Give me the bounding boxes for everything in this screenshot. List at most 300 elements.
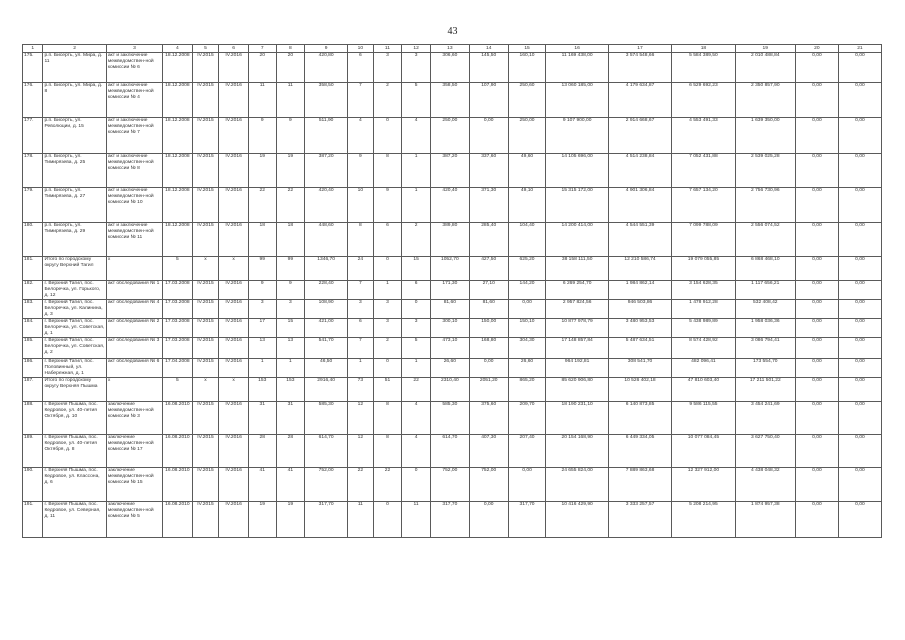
table-cell-col-10: 4 <box>348 118 374 154</box>
table-cell-col-17: 2 914 668,67 <box>608 118 671 154</box>
table-cell-col-2: г. Верхняя Пышма, пос. Кедровое, ул. Северная, д. 11 <box>43 502 106 538</box>
table-cell-col-3: акт и заключение межведомствен-ной комиссии № 8 <box>106 154 162 188</box>
table-cell-col-13: 387,20 <box>430 154 469 188</box>
table-cell-col-16: 38 158 111,50 <box>546 257 608 281</box>
column-number-10: 10 <box>348 45 374 53</box>
table-cell-col-3: акт обследования № 1 <box>106 281 162 300</box>
column-number-15: 15 <box>508 45 546 53</box>
table-cell-col-19: 532 408,42 <box>735 300 795 319</box>
table-cell-col-18: 12 327 912,00 <box>672 468 735 502</box>
table-cell-col-13: 473,10 <box>430 338 469 359</box>
table-cell-col-6: x <box>219 257 249 281</box>
table-cell-col-2: р.п. Бисерть, ул. Революции, д. 15 <box>43 118 106 154</box>
table-row <box>23 118 882 154</box>
table-cell-col-16: 964 192,81 <box>546 359 608 378</box>
table-cell-col-13: 585,30 <box>430 402 469 435</box>
table-cell-col-1: 183. <box>23 300 43 319</box>
table-cell-col-13: 389,80 <box>430 223 469 257</box>
table-cell-col-20: 0,00 <box>795 257 838 281</box>
table-cell-col-14: 168,80 <box>469 338 508 359</box>
table-cell-col-12: 11 <box>402 502 431 538</box>
table-cell-col-8: 9 <box>276 118 305 154</box>
table-cell-col-17: 3 574 548,66 <box>608 53 671 83</box>
table-cell-col-15: 26,60 <box>508 359 546 378</box>
table-cell-col-4: 18.12.2008 <box>163 118 193 154</box>
table-cell-col-9: 228,40 <box>305 281 348 300</box>
table-cell-col-3: акт и заключение межведомствен-ной комиссии № 11 <box>106 223 162 257</box>
table-cell-col-17: 6 449 334,05 <box>608 435 671 468</box>
table-cell-col-15: 160,10 <box>508 53 546 83</box>
table-cell-col-2: р.п. Бисерть, ул. Мира, д. 8 <box>43 83 106 118</box>
table-cell-col-12: 6 <box>402 281 431 300</box>
table-row <box>23 281 882 300</box>
table-cell-col-13: 2310,40 <box>430 378 469 402</box>
table-cell-col-14: 285,40 <box>469 223 508 257</box>
table-cell-col-12: 4 <box>402 435 431 468</box>
table-cell-col-5: x <box>192 257 219 281</box>
table-cell-col-3: x <box>106 257 162 281</box>
table-cell-col-21: 0,00 <box>838 188 881 223</box>
table-cell-col-12: 15 <box>402 257 431 281</box>
table-cell-col-16: 10 877 978,79 <box>546 319 608 338</box>
table-cell-col-20: 0,00 <box>795 435 838 468</box>
table-cell-col-3: заключение межведомствен-ной комиссии № 5 <box>106 502 162 538</box>
table-cell-col-1: 180. <box>23 223 43 257</box>
table-cell-col-14: 337,60 <box>469 154 508 188</box>
table-cell-col-20: 0,00 <box>795 188 838 223</box>
table-cell-col-19: 3 454 241,69 <box>735 402 795 435</box>
table-cell-col-6: IV.2016 <box>219 83 249 118</box>
table-cell-col-5: IV.2015 <box>192 83 219 118</box>
table-cell-col-13: 614,70 <box>430 435 469 468</box>
table-row <box>23 188 882 223</box>
table-cell-col-19: 3 627 750,40 <box>735 435 795 468</box>
table-cell-col-20: 0,00 <box>795 281 838 300</box>
table-row <box>23 502 882 538</box>
table-cell-col-11: 51 <box>373 378 402 402</box>
table-cell-col-8: 13 <box>276 338 305 359</box>
table-cell-col-20: 0,00 <box>795 118 838 154</box>
table-cell-col-10: 6 <box>348 53 374 83</box>
column-number-12: 12 <box>402 45 431 53</box>
table-cell-col-10: 12 <box>348 402 374 435</box>
table-cell-col-6: IV.2016 <box>219 281 249 300</box>
table-cell-col-2: Итого по городскому округу Верхний Тагил <box>43 257 106 281</box>
table-cell-col-7: 20 <box>248 53 276 83</box>
table-cell-col-20: 0,00 <box>795 468 838 502</box>
column-number-13: 13 <box>430 45 469 53</box>
table-cell-col-1: 186. <box>23 359 43 378</box>
table-cell-col-4: 17.03.2008 <box>163 281 193 300</box>
table-cell-col-21: 0,00 <box>838 83 881 118</box>
table-cell-col-9: 1346,70 <box>305 257 348 281</box>
table-cell-col-5: IV.2015 <box>192 502 219 538</box>
table-cell-col-17: 946 503,86 <box>608 300 671 319</box>
table-cell-col-21: 0,00 <box>838 435 881 468</box>
table-cell-col-18: 8 574 428,92 <box>672 338 735 359</box>
table-cell-col-5: IV.2015 <box>192 359 219 378</box>
table-cell-col-18: 1 478 912,28 <box>672 300 735 319</box>
table-cell-col-6: IV.2016 <box>219 188 249 223</box>
table-cell-col-14: 145,50 <box>469 53 508 83</box>
table-cell-col-18: 7 657 134,20 <box>672 188 735 223</box>
table-cell-col-7: 22 <box>248 188 276 223</box>
table-cell-col-15: 0,00 <box>508 300 546 319</box>
table-cell-col-18: 9 586 115,55 <box>672 402 735 435</box>
table-cell-col-14: 427,50 <box>469 257 508 281</box>
table-cell-col-1: 175. <box>23 53 43 83</box>
table-cell-col-6: IV.2016 <box>219 402 249 435</box>
table-cell-col-5: IV.2015 <box>192 281 219 300</box>
table-cell-col-20: 0,00 <box>795 338 838 359</box>
table-cell-col-1: 190. <box>23 468 43 502</box>
table-cell-col-1: 191. <box>23 502 43 538</box>
table-cell-col-20: 0,00 <box>795 83 838 118</box>
table-cell-col-15: 104,40 <box>508 223 546 257</box>
table-cell-col-7: 99 <box>248 257 276 281</box>
table-cell-col-18: 7 099 788,09 <box>672 223 735 257</box>
table-cell-col-16: 10 416 429,90 <box>546 502 608 538</box>
table-cell-col-15: 250,60 <box>508 83 546 118</box>
table-cell-col-16: 11 169 438,00 <box>546 53 608 83</box>
table-cell-col-17: 308 541,70 <box>608 359 671 378</box>
table-cell-col-9: 317,70 <box>305 502 348 538</box>
table-cell-col-18: 7 052 431,88 <box>672 154 735 188</box>
column-number-5: 5 <box>192 45 219 53</box>
table-cell-col-10: 11 <box>348 502 374 538</box>
table-cell-col-8: 20 <box>276 53 305 83</box>
table-cell-col-9: 46,50 <box>305 359 348 378</box>
table-cell-col-5: x <box>192 378 219 402</box>
table-cell-col-4: 17.03.2008 <box>163 338 193 359</box>
table-cell-col-1: 182. <box>23 281 43 300</box>
column-number-2: 2 <box>43 45 106 53</box>
table-cell-col-18: 10 077 084,45 <box>672 435 735 468</box>
table-cell-col-13: 26,60 <box>430 359 469 378</box>
table-cell-col-5: IV.2015 <box>192 402 219 435</box>
table-cell-col-11: 2 <box>373 338 402 359</box>
table-cell-col-13: 358,50 <box>430 83 469 118</box>
table-row <box>23 83 882 118</box>
table-cell-col-17: 4 514 238,84 <box>608 154 671 188</box>
table-cell-col-3: заключение межведомствен-ной комиссии № 3 <box>106 402 162 435</box>
table-cell-col-21: 0,00 <box>838 53 881 83</box>
table-cell-col-16: 2 957 824,56 <box>546 300 608 319</box>
table-cell-col-19: 2 350 857,90 <box>735 83 795 118</box>
table-cell-col-6: IV.2016 <box>219 118 249 154</box>
table-cell-col-4: 16.08.2010 <box>163 468 193 502</box>
table-cell-col-14: 107,90 <box>469 83 508 118</box>
table-cell-col-9: 420,40 <box>305 188 348 223</box>
table-cell-col-7: 9 <box>248 281 276 300</box>
table-cell-col-13: 306,60 <box>430 53 469 83</box>
table-row <box>23 402 882 435</box>
column-number-row <box>23 45 882 53</box>
table-cell-col-2: г. Верхний Тагил, пос. Белоречка, ул. Калинина, д. 3 <box>43 300 106 319</box>
table-cell-col-1: 177. <box>23 118 43 154</box>
table-cell-col-19: 173 554,70 <box>735 359 795 378</box>
table-cell-col-13: 250,00 <box>430 118 469 154</box>
table-cell-col-17: 12 210 586,74 <box>608 257 671 281</box>
table-cell-col-17: 4 901 306,84 <box>608 188 671 223</box>
table-cell-col-4: 17.03.2008 <box>163 300 193 319</box>
table-cell-col-6: x <box>219 378 249 402</box>
column-number-8: 8 <box>276 45 305 53</box>
table-cell-col-1: 189. <box>23 435 43 468</box>
table-cell-col-12: 1 <box>402 154 431 188</box>
table-cell-col-6: IV.2016 <box>219 154 249 188</box>
table-row <box>23 435 882 468</box>
table-cell-col-1: 181. <box>23 257 43 281</box>
table-cell-col-8: 18 <box>276 223 305 257</box>
table-cell-col-15: 250,00 <box>508 118 546 154</box>
table-cell-col-2: р.п. Бисерть, ул. Тимирязева, д. 27 <box>43 188 106 223</box>
table-cell-col-5: IV.2015 <box>192 223 219 257</box>
table-cell-col-11: 0 <box>373 359 402 378</box>
table-cell-col-5: IV.2015 <box>192 53 219 83</box>
table-cell-col-9: 585,30 <box>305 402 348 435</box>
table-cell-col-21: 0,00 <box>838 118 881 154</box>
table-cell-col-19: 1 639 350,00 <box>735 118 795 154</box>
table-cell-col-18: 5 584 389,50 <box>672 53 735 83</box>
table-cell-col-15: 317,70 <box>508 502 546 538</box>
column-number-18: 18 <box>672 45 735 53</box>
table-cell-col-8: 41 <box>276 468 305 502</box>
table-cell-col-20: 0,00 <box>795 319 838 338</box>
table-cell-col-19: 2 756 730,96 <box>735 188 795 223</box>
table-cell-col-8: 22 <box>276 188 305 223</box>
table-cell-col-19: 2 539 025,28 <box>735 154 795 188</box>
table-cell-col-20: 0,00 <box>795 300 838 319</box>
table-cell-col-1: 188. <box>23 402 43 435</box>
table-cell-col-17: 3 333 257,57 <box>608 502 671 538</box>
table-cell-col-4: 5 <box>163 257 193 281</box>
table-cell-col-16: 24 655 824,00 <box>546 468 608 502</box>
table-cell-col-18: 482 096,41 <box>672 359 735 378</box>
column-number-1: 1 <box>23 45 43 53</box>
table-cell-col-5: IV.2015 <box>192 338 219 359</box>
table-cell-col-21: 0,00 <box>838 359 881 378</box>
table-cell-col-4: 18.12.2008 <box>163 223 193 257</box>
table-cell-col-11: 2 <box>373 83 402 118</box>
table-cell-col-13: 317,70 <box>430 502 469 538</box>
table-cell-col-14: 81,60 <box>469 300 508 319</box>
table-cell-col-12: 3 <box>402 319 431 338</box>
column-number-17: 17 <box>608 45 671 53</box>
table-cell-col-17: 6 140 873,85 <box>608 402 671 435</box>
table-cell-col-7: 31 <box>248 402 276 435</box>
table-cell-col-11: 8 <box>373 402 402 435</box>
table-cell-col-19: 1 117 656,21 <box>735 281 795 300</box>
column-number-19: 19 <box>735 45 795 53</box>
table-cell-col-11: 3 <box>373 300 402 319</box>
table-cell-col-21: 0,00 <box>838 502 881 538</box>
table-row <box>23 154 882 188</box>
table-cell-col-8: 9 <box>276 281 305 300</box>
table-cell-col-21: 0,00 <box>838 338 881 359</box>
table-cell-col-7: 41 <box>248 468 276 502</box>
table-row <box>23 223 882 257</box>
column-number-21: 21 <box>838 45 881 53</box>
table-cell-col-14: 407,30 <box>469 435 508 468</box>
table-cell-col-1: 187. <box>23 378 43 402</box>
table-cell-col-15: 150,10 <box>508 319 546 338</box>
table-cell-col-15: 207,40 <box>508 435 546 468</box>
table-cell-col-10: 24 <box>348 257 374 281</box>
table-cell-col-1: 178. <box>23 154 43 188</box>
table-cell-col-19: 1 874 957,38 <box>735 502 795 538</box>
table-cell-col-9: 358,50 <box>305 83 348 118</box>
table-cell-col-4: 18.12.2008 <box>163 154 193 188</box>
table-cell-col-11: 8 <box>373 154 402 188</box>
table-cell-col-21: 0,00 <box>838 319 881 338</box>
table-cell-col-7: 19 <box>248 154 276 188</box>
table-cell-col-13: 752,00 <box>430 468 469 502</box>
table-cell-col-11: 0 <box>373 502 402 538</box>
table-cell-col-14: 0,00 <box>469 502 508 538</box>
table-cell-col-7: 3 <box>248 300 276 319</box>
table-cell-col-17: 5 487 634,51 <box>608 338 671 359</box>
table-cell-col-10: 12 <box>348 435 374 468</box>
table-cell-col-10: 6 <box>348 319 374 338</box>
table-cell-col-17: 3 480 953,53 <box>608 319 671 338</box>
table-cell-col-7: 28 <box>248 435 276 468</box>
table-cell-col-16: 6 269 254,70 <box>546 281 608 300</box>
table-cell-col-21: 0,00 <box>838 378 881 402</box>
table-cell-col-2: р.п. Бисерть, ул. Тимирязева, д. 29 <box>43 223 106 257</box>
table-cell-col-7: 18 <box>248 223 276 257</box>
table-cell-col-4: 18.12.2008 <box>163 188 193 223</box>
table-cell-col-12: 5 <box>402 83 431 118</box>
table-cell-col-6: IV.2016 <box>219 319 249 338</box>
table-cell-col-17: 4 179 634,87 <box>608 83 671 118</box>
table-cell-col-3: акт и заключение межведомствен-ной комиссии № 6 <box>106 53 162 83</box>
table-cell-col-3: акт обследования № 4 <box>106 300 162 319</box>
table-cell-col-8: 153 <box>276 378 305 402</box>
table-cell-col-12: 1 <box>402 359 431 378</box>
table-row <box>23 468 882 502</box>
column-number-7: 7 <box>248 45 276 53</box>
table-cell-col-16: 85 620 906,80 <box>546 378 608 402</box>
table-cell-col-18: 6 529 692,23 <box>672 83 735 118</box>
table-cell-col-11: 0 <box>373 118 402 154</box>
table-cell-col-13: 1052,70 <box>430 257 469 281</box>
table-cell-col-12: 1 <box>402 188 431 223</box>
table-cell-col-6: IV.2016 <box>219 502 249 538</box>
table-cell-col-8: 28 <box>276 435 305 468</box>
table-cell-col-2: Итого по городскому округу Верхняя Пышма <box>43 378 106 402</box>
table-cell-col-10: 7 <box>348 281 374 300</box>
table-cell-col-15: 209,70 <box>508 402 546 435</box>
table-cell-col-21: 0,00 <box>838 281 881 300</box>
table-cell-col-18: 5 438 989,89 <box>672 319 735 338</box>
table-cell-col-7: 19 <box>248 502 276 538</box>
table-cell-col-1: 184. <box>23 319 43 338</box>
table-cell-col-3: акт и заключение межведомствен-ной комиссии № 10 <box>106 188 162 223</box>
table-cell-col-21: 0,00 <box>838 223 881 257</box>
table-cell-col-4: 18.12.2008 <box>163 83 193 118</box>
table-cell-col-6: IV.2016 <box>219 468 249 502</box>
table-cell-col-5: IV.2015 <box>192 300 219 319</box>
table-cell-col-16: 14 200 414,00 <box>546 223 608 257</box>
table-cell-col-12: 0 <box>402 300 431 319</box>
column-number-16: 16 <box>546 45 608 53</box>
table-cell-col-2: г. Верхний Тагил, пос. Половинный, ул. Набережная, д. 1 <box>43 359 106 378</box>
table-cell-col-11: 3 <box>373 53 402 83</box>
table-cell-col-16: 15 315 172,00 <box>546 188 608 223</box>
table-cell-col-2: г. Верхняя Пышма, пос. Кедровое, ул. 40-летия Октября, д. 8 <box>43 435 106 468</box>
table-cell-col-10: 1 <box>348 359 374 378</box>
table-cell-col-17: 7 889 863,68 <box>608 468 671 502</box>
table-cell-col-11: 6 <box>373 223 402 257</box>
table-cell-col-5: IV.2015 <box>192 435 219 468</box>
table-cell-col-20: 0,00 <box>795 53 838 83</box>
table-row <box>23 378 882 402</box>
table-cell-col-6: IV.2016 <box>219 223 249 257</box>
table-cell-col-14: 375,60 <box>469 402 508 435</box>
table-cell-col-19: 17 211 501,22 <box>735 378 795 402</box>
table-cell-col-13: 81,60 <box>430 300 469 319</box>
table-cell-col-14: 150,00 <box>469 319 508 338</box>
housing-table <box>22 44 882 538</box>
table-cell-col-12: 2 <box>402 223 431 257</box>
table-cell-col-20: 0,00 <box>795 223 838 257</box>
table-cell-col-20: 0,00 <box>795 378 838 402</box>
table-cell-col-19: 2 556 074,52 <box>735 223 795 257</box>
table-cell-col-18: 5 208 214,95 <box>672 502 735 538</box>
table-row <box>23 257 882 281</box>
table-cell-col-5: IV.2015 <box>192 319 219 338</box>
table-cell-col-9: 448,60 <box>305 223 348 257</box>
table-cell-col-19: 4 438 048,32 <box>735 468 795 502</box>
table-row <box>23 338 882 359</box>
table-cell-col-16: 18 190 231,10 <box>546 402 608 435</box>
column-number-20: 20 <box>795 45 838 53</box>
table-cell-col-19: 3 086 794,41 <box>735 338 795 359</box>
table-cell-col-17: 4 544 551,39 <box>608 223 671 257</box>
table-cell-col-2: р.п. Бисерть, ул. Тимирязева, д. 25 <box>43 154 106 188</box>
table-cell-col-6: IV.2016 <box>219 338 249 359</box>
table-cell-col-20: 0,00 <box>795 154 838 188</box>
table-cell-col-11: 3 <box>373 319 402 338</box>
table-cell-col-18: 19 079 055,85 <box>672 257 735 281</box>
table-cell-col-12: 4 <box>402 402 431 435</box>
table-cell-col-4: 5 <box>163 378 193 402</box>
table-cell-col-3: заключение межведомствен-ной комиссии № 17 <box>106 435 162 468</box>
table-cell-col-3: акт обследования № 2 <box>106 319 162 338</box>
table-row <box>23 319 882 338</box>
table-cell-col-5: IV.2015 <box>192 118 219 154</box>
table-cell-col-14: 0,00 <box>469 118 508 154</box>
table-cell-col-7: 1 <box>248 359 276 378</box>
table-cell-col-12: 3 <box>402 53 431 83</box>
table-cell-col-17: 1 984 862,14 <box>608 281 671 300</box>
table-cell-col-6: IV.2016 <box>219 435 249 468</box>
table-cell-col-4: 17.03.2008 <box>163 319 193 338</box>
table-cell-col-1: 185. <box>23 338 43 359</box>
table-cell-col-2: г. Верхний Тагил, пос. Белоречка, ул. Горького, д. 12 <box>43 281 106 300</box>
table-cell-col-17: 10 526 402,18 <box>608 378 671 402</box>
table-cell-col-16: 9 107 900,00 <box>546 118 608 154</box>
table-row <box>23 53 882 83</box>
table-cell-col-9: 108,90 <box>305 300 348 319</box>
table-cell-col-4: 16.08.2010 <box>163 435 193 468</box>
column-number-6: 6 <box>219 45 249 53</box>
table-cell-col-18: 4 553 491,33 <box>672 118 735 154</box>
table-cell-col-9: 387,20 <box>305 154 348 188</box>
table-cell-col-12: 5 <box>402 338 431 359</box>
table-cell-col-11: 22 <box>373 468 402 502</box>
